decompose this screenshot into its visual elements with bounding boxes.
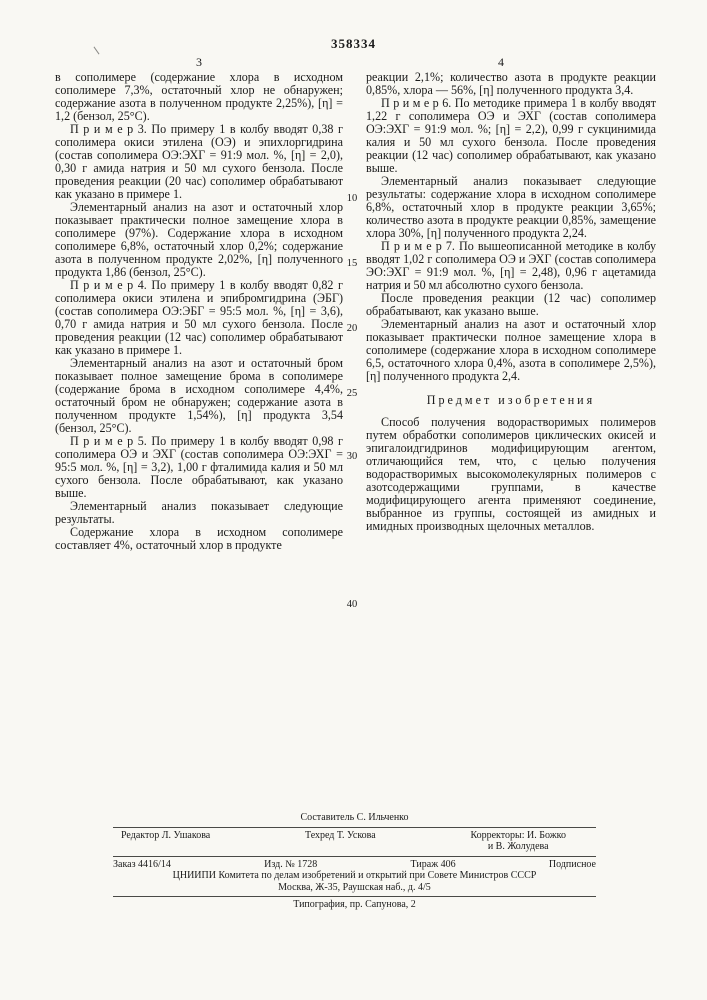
- footer-compositor: Составитель С. Ильченко: [300, 812, 409, 823]
- right-text-column: [366, 71, 656, 533]
- footer-correctors-line1: Корректоры: И. Божко: [470, 829, 566, 841]
- page-number-right: 4: [498, 55, 504, 69]
- example-4-paragraph: П р и м е р 4. По примеру 1 в колбу вводят 0,82 г сополимера окиси этилена и эпибромгидрина (ЭБГ) (состав сополимера ОЭ:ЭБГ = 95:5 мол. %, [η] = 3,6), 0,70 г амида натрия и 50 мл сухого бензола. После проведения реакции (12 час) сополимер обрабатывают как указано в примере 1.: [55, 278, 343, 357]
- margin-line-number: 15: [346, 258, 358, 269]
- margin-line-number: 20: [346, 323, 358, 334]
- footer-address: Москва, Ж-35, Раушская наб., д. 4/5: [278, 881, 431, 893]
- footer-correctors-line2: и В. Жолудева: [487, 841, 549, 852]
- example-7-paragraph: П р и м е р 7. По вышеописанной методике в колбу вводят 1,02 г сополимера ОЭ и ЭХГ (состав сополимера ЭО:ЭХГ = 91:9 мол. %, [η] = 2,48), 0,96 г ацетамида натрия и 50 мл абсолютно сухого бензола.: [366, 239, 656, 292]
- text-paragraph: реакции 2,1%; количество азота в продукте реакции 0,85%, хлора — 56%, [η] полученного продукта 3,4.: [366, 70, 656, 97]
- claim-paragraph: Способ получения водорастворимых полимеров путем обработки сополимеров циклических окисей и эпигалоидгидринов модифицирующим агентом, отличающийся тем, что, с целью получения водорастворимых высокомолекулярных полимеров с азотсодержащими группами, в качестве модифицирующего агента применяют соединение, выбранное из группы, состоящей из амидных и имидных производных щелочных металлов.: [366, 415, 656, 533]
- example-5-paragraph: П р и м е р 5. По примеру 1 в колбу вводят 0,98 г сополимера ОЭ и ЭХГ (состав сополимера ОЭ:ЭХГ = 95:5 мол. %, [η] = 3,2), 1,00 г фталимида калия и 50 мл сухого бензола. После обрабатывают, как указано выше.: [55, 434, 343, 500]
- footer-organization: ЦНИИПИ Комитета по делам изобретений и открытий при Совете Министров СССР: [172, 870, 537, 881]
- text-paragraph: После проведения реакции (12 час) сополимер обрабатывают, как указано выше.: [366, 291, 656, 318]
- footer-printing-house: Типография, пр. Сапунова, 2: [293, 899, 416, 910]
- text-paragraph: Содержание хлора в исходном сополимере составляет 4%, остаточный хлор в продукте: [55, 525, 343, 552]
- footer-order: Заказ 4416/14: [113, 858, 171, 870]
- imprint-footer: [113, 812, 596, 911]
- margin-line-number: 30: [346, 451, 358, 462]
- text-paragraph: Элементарный анализ на азот и остаточный хлор показывает практически полное замещение хлора в сополимере (97%). Содержание хлора в исходном сополимере 6,8%, остаточный хлор 0,2%; содержание азота в полученном продукте 2,02%, [η] полученного продукта 1,86 (бензол, 25°С).: [55, 200, 343, 279]
- text-paragraph: Элементарный анализ показывает следующие результаты.: [55, 499, 343, 526]
- footer-editor: Редактор Л. Ушакова: [121, 829, 211, 841]
- margin-line-number: 40: [346, 599, 358, 610]
- footer-divider: [113, 827, 596, 828]
- footer-print-run: Тираж 406: [410, 858, 456, 870]
- text-paragraph: Элементарный анализ на азот и остаточный бром показывает полное замещение брома в сополимере (содержание брома в исходном сополимере 4,4%, остаточный бром не обнаружен; содержание азота в полученном продукте 1,54%), [η] продукта 3,54 (бензол, 25°С).: [55, 356, 343, 435]
- margin-line-number: 25: [346, 388, 358, 399]
- example-6-paragraph: П р и м е р 6. По методике примера 1 в колбу вводят 1,22 г сополимера ОЭ и ЭХГ (состав сополимера ОЭ:ЭХГ = 91:9 мол. %; [η] = 2,2), 0,99 г сукцинимида калия и 50 мл сухого бензола. После проведения реакции (12 час) сополимер обрабатывают, как указано выше.: [366, 96, 656, 175]
- text-paragraph: в сополимере (содержание хлора в исходном сополимере 7,3%, остаточный хлор не обнаружен; содержание азота в полученном продукте 2,25%), [η] = 1,2 (бензол, 25°С).: [55, 70, 343, 123]
- patent-number: 358334: [331, 36, 376, 51]
- left-text-column: [55, 71, 343, 552]
- footer-subscription: Подписное: [548, 858, 596, 870]
- footer-divider: [113, 896, 596, 897]
- page-number-left: 3: [196, 55, 202, 69]
- footer-divider: [113, 856, 596, 857]
- example-3-paragraph: П р и м е р 3. По примеру 1 в колбу вводят 0,38 г сополимера окиси этилена (ОЭ) и эпихлоргидрина (состав сополимера ОЭ:ЭХГ = 91:9 мол. %, [η] = 2,0), 0,30 г амида натрия и 50 мл сухого бензола. После проведения реакции (20 час) сополимер обрабатывают как указано в примере 1.: [55, 122, 343, 201]
- footer-correctors: [470, 830, 566, 853]
- footer-edition: Изд. № 1728: [264, 858, 318, 870]
- footer-staff-row: [113, 830, 596, 853]
- margin-line-number: 10: [346, 193, 358, 204]
- footer-techred: Техред Т. Ускова: [304, 829, 376, 841]
- claim-heading: Предмет изобретения: [426, 393, 596, 407]
- text-paragraph: Элементарный анализ показывает следующие результаты: содержание хлора в исходном сополимере 6,8%, остаточный хлор в продукте реакции 3,65%; количество азота в продукте реакции 0,85%, замещение хлора 30%, [η] полученного продукта 2,24.: [366, 174, 656, 240]
- text-paragraph: Элементарный анализ на азот и остаточный хлор показывает практически полное замещение хлора в сополимере (содержание хлора в исходном сополимере 6,5, остаточного хлора 0,4%, азота в сополимере 2,5%), [η] полученного продукта 2,4.: [366, 317, 656, 383]
- footer-meta-row: [113, 859, 596, 871]
